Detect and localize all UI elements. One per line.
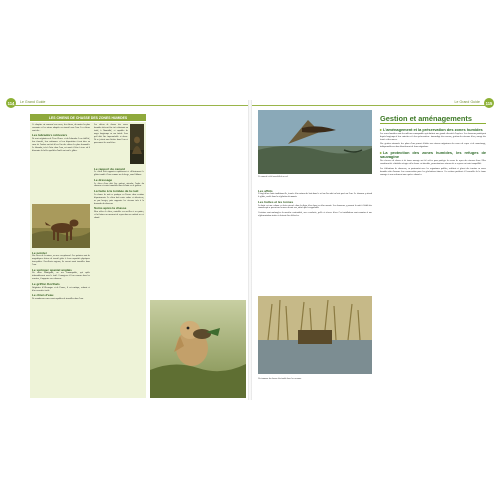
caption-reeds: Un tonneau de chasse dissimulé dans les roseaux. <box>258 378 302 380</box>
heading-amenagement-text: L'aménagement et la préservation des zones humides <box>382 127 483 132</box>
dog-shade-image <box>130 124 144 164</box>
photo-duck-flight <box>258 110 372 174</box>
heading-retrieve: Le rapport du canard <box>94 166 125 171</box>
col-intro: Ce chapitre est consacré aux races, des chiens, du moins les plus courantes et les mieux adaptées au travail sous l'eau. Les chiens sont des... <box>32 124 90 132</box>
running-head-right: Le Grand Guide <box>454 100 480 104</box>
photo-reed-blind <box>258 296 372 374</box>
heading-protection <box>380 151 486 160</box>
box-column-2-top <box>94 124 128 146</box>
heading-amenagement <box>380 128 486 132</box>
dog-retrieving-image <box>150 300 246 398</box>
text-pointer: Une force de la nature, un nez exceptionnel. Les pointers sont de magnifiques chiens de travail grâce à leurs capacités physiques incroyables. Excellents nageurs, ils savent aussi travailler dans l'eau. <box>32 255 90 267</box>
heading-springer: Le springer spaniel anglais <box>32 267 72 272</box>
text-retrieve: Le chien doit rapporter rapidement et délicatement le gibier tombé à l'eau comme sur la berge, sans l'abîmer. <box>94 171 144 177</box>
text-springer: Un chien infatigable, au nez remarquable, qui quête inlassablement sous le fusil. Courageux à l'eau comme dans les ronciers, il rapporte avec douceur. <box>32 272 90 281</box>
heading-training: Le dressage <box>94 177 113 182</box>
right-page <box>252 100 493 400</box>
text-huttes: La hutte est une cabane en bois enterrée dans la digue d'un étang ou d'un marais. Les chasseurs y passent la nuit à l'affût des canards qui se posent sur la mare devant eux, attirés par les appelants. <box>258 204 372 210</box>
text-protection-2: Les fédérations de chasseurs, en partenariat avec les organismes publics, achètent et gèrent des terrains en zones humides afin d'assurer leur conservation pour les générations futures. Ces actions profitent à l'ensemble de la faune sauvage et non seulement aux espèces chassées. <box>380 167 486 176</box>
text-care: Bien sécher le chien, contrôler ses oreilles et ses pattes, et lui laisser un moment de repos dans un endroit sec et chaud. <box>94 210 144 219</box>
header-rule-right <box>252 105 488 106</box>
text-duck: La chasse de nuit se pratique en France dans certains départements. Le chien doit rester calme et silencieux, ne pas bouger, puis rapporter les oiseaux tués à la demande du chasseur. <box>94 193 144 205</box>
photo-dog-shade <box>130 124 144 164</box>
page-number-left: 114 <box>6 98 16 108</box>
box-column-1b <box>32 250 90 302</box>
right-column-1 <box>258 188 372 219</box>
left-page <box>7 100 248 400</box>
page-number-right: 115 <box>484 98 494 108</box>
heading-griffon: Le griffon Korthals <box>32 281 60 286</box>
text-chien-eau: De nombreuses races sont capables de travailler dans l'eau. <box>32 297 84 300</box>
bullet-icon: ▸ <box>380 127 382 132</box>
heading-retriever: Les labradors retrievers <box>32 133 68 138</box>
heading-care: Soins après la chasse <box>94 206 127 211</box>
text-huttes-2: Certaines sont aménagées de manière confortable, avec couchette, poêle et réserve d'eau. Ces installations sont soumises à une réglementation stricte et doivent être déclarées. <box>258 211 372 217</box>
col2-intro: Les chiens de chasse des zones humides doivent être très résistants au froid, à l'humidité, et capables de nager longtemps en eau froide. Leur poil doit être imperméable et dense. Ils se jettent sans hésiter dans l'eau et parcourent les roselières. <box>94 124 128 144</box>
text-training: Le chien d'eau doit être patient, attendre l'ordre du chasseur et rester immobile dans la hutte ou le gabion. <box>94 182 144 188</box>
heading-duck: La hutte à la tombée de la nuit <box>94 188 139 193</box>
header-rule-left <box>12 105 248 106</box>
photo-dog-retrieving <box>150 300 246 398</box>
reed-blind-image <box>258 296 372 374</box>
heading-pointer: Le pointer <box>32 250 47 255</box>
box-column-2 <box>94 166 144 221</box>
text-amenagement-2: Une gestion raisonnée des plans d'eau permet d'offrir aux oiseaux migrateurs des zones de repos et de nourrissage, indispensables au bon déroulement de leurs migrations. <box>380 143 486 149</box>
text-blinds: Il s'agit d'une hutte traditionnelle, fermée d'un caisson de bois dans le sol ou d'un abri en bois posé sur l'eau. Le chasseur y attend le gibier, caché dans la végétation du marais. <box>258 193 372 199</box>
duck-flight-image <box>258 110 372 174</box>
photo-dog-field <box>32 204 90 248</box>
section-title: Gestion et aménagements <box>380 114 473 123</box>
bullet-icon: ▸ <box>380 150 382 156</box>
heading-protection-text: La protection des zones humides, les refuges de sauvagine <box>380 150 486 160</box>
text-retriever: Ils sont originaires de Terre-Neuve et du Labrador. Leur fidélité, leur ténacité, leur endurance et leur disposition à tout faire au cœur de l'action ont fait d'eux l'un des chiens les plus demandés. Le labrador, très à l'aise dans l'eau, est aussi à l'aise à terre où il démontre de belles qualités d'arrêt sur tout le gibier. <box>32 138 90 152</box>
text-protection: Des réserves de chasse et de faune sauvage ont été créées pour protéger les zones de repos des oiseaux d'eau. Elles constituent de véritables refuges où la chasse est interdite, permettant aux oiseaux de se reposer en toute tranquillité. <box>380 160 486 166</box>
text-amenagement: Les zones humides sont des milieux remarquables qui abritent une grande diversité d'espèces. Les chasseurs participent depuis longtemps à leur entretien et à leur préservation : faucardage des roseaux, gestion des niveaux d'eau, curage des fossés et des mares. <box>380 132 486 141</box>
running-head-left: Le Grand Guide <box>20 100 46 104</box>
dog-field-image <box>32 204 90 248</box>
heading-huttes: Les huttes et les tonnes <box>258 199 294 204</box>
box-column-1 <box>32 124 90 154</box>
heading-chien-eau: Le chien d'eau <box>32 292 54 297</box>
section-title-rule <box>380 123 486 124</box>
heading-blinds: Les affûts <box>258 188 273 193</box>
box-title-banner: LES CHIENS DE CHASSE DES ZONES HUMIDES <box>30 114 146 121</box>
caption-duck: Ce canard a été immobilisé en vol. <box>258 176 289 178</box>
right-column-2 <box>380 126 486 178</box>
text-griffon: Originaire d'Allemagne et de France, il est rustique, robuste et d'un caractère facile. <box>32 286 90 292</box>
